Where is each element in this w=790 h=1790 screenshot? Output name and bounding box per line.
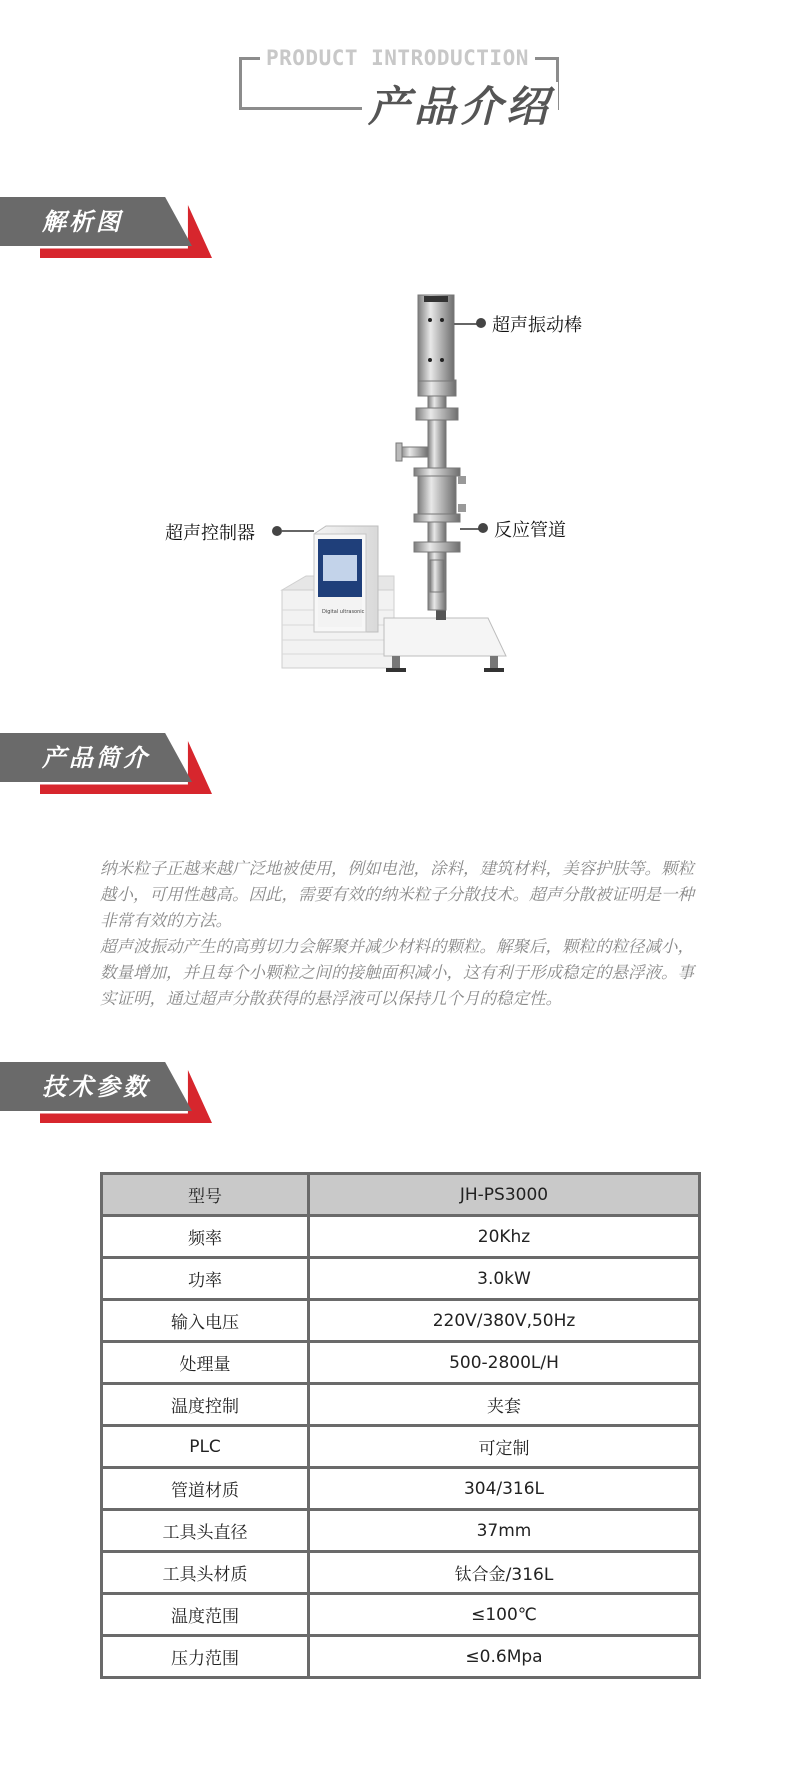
spec-table bbox=[100, 1172, 701, 1679]
spec-value: 220V/380V,50Hz bbox=[309, 1300, 700, 1342]
callout-dot bbox=[476, 318, 486, 328]
svg-text:Digital ultrasonic: Digital ultrasonic bbox=[322, 609, 365, 615]
callout-dot bbox=[478, 523, 488, 533]
spec-value: ≤0.6Mpa bbox=[309, 1636, 700, 1678]
reactor-column bbox=[396, 380, 466, 610]
spec-value: 500-2800L/H bbox=[309, 1342, 700, 1384]
spec-key: 温度控制 bbox=[102, 1384, 309, 1426]
spec-key: 压力范围 bbox=[102, 1636, 309, 1678]
callout-line bbox=[282, 530, 314, 532]
spec-key: 管道材质 bbox=[102, 1468, 309, 1510]
page-header bbox=[0, 0, 790, 150]
section-title: 解析图 bbox=[42, 208, 123, 236]
label-vibration-rod: 超声振动棒 bbox=[492, 315, 582, 336]
spec-key: 频率 bbox=[102, 1216, 309, 1258]
table-row bbox=[102, 1384, 700, 1426]
section-tab-intro bbox=[0, 733, 215, 795]
table-row bbox=[102, 1594, 700, 1636]
header-title-en: PRODUCT INTRODUCTION bbox=[260, 46, 535, 70]
table-row bbox=[102, 1552, 700, 1594]
spec-key: 处理量 bbox=[102, 1342, 309, 1384]
intro-paragraph: 纳米粒子正越来越广泛地被使用，例如电池，涂料，建筑材料，美容护肤等。颗粒越小，可用性越高。因此，需要有效的纳米粒子分散技术。超声分散被证明是一种非常有效的方法。 bbox=[100, 859, 694, 930]
intro-text bbox=[100, 856, 710, 1012]
label-reaction-pipe: 反应管道 bbox=[494, 520, 566, 541]
table-row bbox=[102, 1426, 700, 1468]
label-controller: 超声控制器 bbox=[165, 523, 255, 544]
spec-value: 3.0kW bbox=[309, 1258, 700, 1300]
section-title: 产品简介 bbox=[42, 744, 150, 772]
spec-key: 输入电压 bbox=[102, 1300, 309, 1342]
spec-value: 37mm bbox=[309, 1510, 700, 1552]
section-tab-specs bbox=[0, 1062, 215, 1124]
table-row bbox=[102, 1636, 700, 1678]
spec-key: 型号 bbox=[102, 1174, 309, 1216]
ultrasonic-equipment-illustration bbox=[0, 280, 790, 700]
stand-base bbox=[384, 610, 506, 672]
spec-value: ≤100℃ bbox=[309, 1594, 700, 1636]
spec-value: 钛合金/316L bbox=[309, 1552, 700, 1594]
callout-dot bbox=[272, 526, 282, 536]
table-row bbox=[102, 1258, 700, 1300]
intro-paragraph: 超声波振动产生的高剪切力会解聚并减少材料的颗粒。解聚后，颗粒的粒径减小，数量增加，并且每个小颗粒之间的接触面积减小，这有利于形成稳定的悬浮液。事实证明，通过超声分散获得的悬浮液可以保持几个月的稳定性。 bbox=[100, 937, 694, 1008]
table-row bbox=[102, 1300, 700, 1342]
spec-key: 工具头材质 bbox=[102, 1552, 309, 1594]
spec-value: 可定制 bbox=[309, 1426, 700, 1468]
section-title: 技术参数 bbox=[42, 1073, 150, 1101]
spec-value: 304/316L bbox=[309, 1468, 700, 1510]
header-frame-line bbox=[239, 107, 367, 110]
table-row bbox=[102, 1174, 700, 1216]
section-tab-diagram bbox=[0, 197, 215, 259]
table-row bbox=[102, 1342, 700, 1384]
table-row bbox=[102, 1510, 700, 1552]
controller-box bbox=[314, 526, 378, 632]
spec-key: 温度范围 bbox=[102, 1594, 309, 1636]
product-diagram bbox=[0, 280, 790, 700]
vibration-rod bbox=[418, 295, 454, 381]
table-row bbox=[102, 1216, 700, 1258]
header-title-cn: 产品介绍 bbox=[362, 82, 558, 132]
spec-key: 功率 bbox=[102, 1258, 309, 1300]
spec-value: 20Khz bbox=[309, 1216, 700, 1258]
spec-value: 夹套 bbox=[309, 1384, 700, 1426]
spec-key: PLC bbox=[102, 1426, 309, 1468]
table-row bbox=[102, 1468, 700, 1510]
spec-value: JH-PS3000 bbox=[309, 1174, 700, 1216]
callout-line bbox=[460, 528, 480, 530]
spec-key: 工具头直径 bbox=[102, 1510, 309, 1552]
callout-line bbox=[454, 323, 478, 325]
